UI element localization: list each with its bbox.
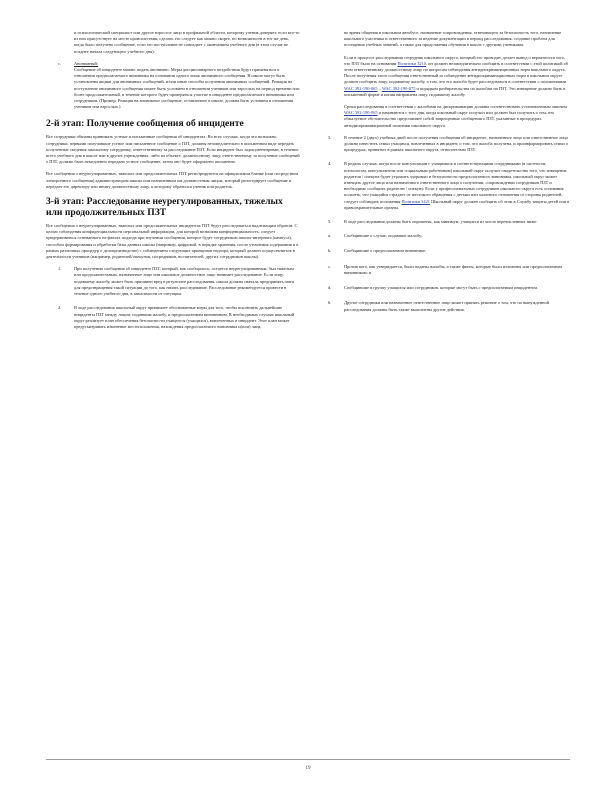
list-item-c — [46, 61, 300, 111]
paragraph-text: Школьный округ должен сообщить об этом в Службу защиты детей или в правоохранительные органы. — [344, 198, 570, 210]
right-column — [316, 30, 570, 321]
list-marker: 5. — [328, 219, 332, 225]
page-number: 19 — [305, 766, 311, 771]
sub-item-text: Против кого, как утверждается, были поданы жалобы, а также факты, которые были изложены или предполагаемым виновником; и — [344, 263, 562, 275]
anonymous-text: Сообщение об инциденте можно подать анонимно. Меры дисциплинарного воздействия будут применяться в отношении предполагаемого виновника на основании одного лишь анонимного сообщения. В школе могут быть установлены ящики для анонимных сообщений, и/или иные способы получения анонимных сообщений. Реакция на поступление анонимного сообщения может быть условием в отношении учеников или взрослых на период времени или более продолжительный, в течение которого будет проверяться участие в инциденте предполагаемого виновника или сотрудников. (Пример: Реакция на анонимное сообщение, оставленное в школе, должна быть условием в отношении учеников или взрослых.) — [74, 67, 300, 110]
sub-item-text: Сообщившие в группу учащихся или сотрудников, которые могут быть с предполагаемым инцидентом. — [344, 285, 538, 291]
list-marker: c. — [58, 60, 62, 66]
paragraph-text: Если в процессе расследования сотрудник школьного округа, который его проводит, делает вывод о вероятности того, что ПЗТ было на основании — [344, 54, 566, 66]
left-column — [46, 30, 300, 338]
step2-paragraph-1: Все сотрудники обязаны принимать устные и письменные сообщения об инцидентах. Во всех случаях, когда это возможно, сотрудники, первыми получившие устное или письменное сообщение о ПЗТ, должны незамедлительно в письменном виде передать полученные сведения школьному сотруднику, ответственному за расследование ПЗТ. Если инцидент был задокументирован, в течение всего учебного дня в школе или в других учреждениях, либо на объекте, должностному лицу, ответственному за получение сообщений о ПЗТ, должно быть немедленно передано устное сообщение, затем оно будет оформлено письменно. — [46, 134, 300, 165]
right-paragraph-2 — [316, 104, 570, 129]
sub-item-b — [316, 248, 570, 254]
list-item-6 — [316, 300, 570, 312]
list-marker: 3. — [328, 134, 332, 140]
list-item-4 — [316, 161, 570, 211]
sub-marker: c. — [328, 263, 332, 269]
policy-3421-link[interactable]: Политики 3421 — [401, 198, 430, 204]
anonymous-heading: Анонимный: — [74, 60, 99, 66]
list-marker: 4. — [328, 161, 332, 167]
sub-item-a — [316, 233, 570, 239]
step2-paragraph-2: Все сообщения о неурегулированных, тяжелых или продолжительных ПЗТ регистрируются на официальном бланке (или посредством электронного сообщения) администратором школы или назначенным им должностным лицом, который регистрирует сообщение и передает его директору или иному должностному лицу, к которому обратился ученик или родитель. — [46, 171, 299, 189]
sub-item-c — [316, 264, 570, 276]
list-item-text: В ходе расследования школьный округ принимает обоснованные меры для того, чтобы исключить дальнейшие инциденты ПЗТ между лицом, подавшим жалобу, и предполагаемым виновником. В необходимых случаях школьный округ реализует план обеспечения безопасности учащегося (учащихся), вовлеченных в инцидент. Этот план может предусматривать изменение местоположения, нахождения предполагаемого виновника и(или) лица, — [74, 305, 295, 329]
sub-marker: a. — [328, 233, 332, 239]
policy-3210-link[interactable]: Политики 3210 — [397, 60, 426, 66]
sub-item-text: Сообщившие о предполагаемом виновнике; — [344, 248, 427, 254]
list-item-text: Другие сотрудники или назначенное ответственное лицо может принять решение о том, что по вынужденной расследования должны быть также выполнены другие действия. — [344, 300, 550, 312]
list-marker: 6. — [328, 300, 332, 306]
paragraph-text: В редких случаях, когда после консультации с учащимися и соответствующими сотрудниками (в частности, психологом, консультантом или социальным работником) школьный округ получит свидетельства того, что извещение родителя / опекуна будет угрожать здоровью и безопасности предполагаемого виновника, школьный округ может извещать другое лицо или назначенного ответственного лица о получении, сопровождении сотрудников ПЗТ и необходимо сообщить родителю / опекуну. Если у профессиональных сотрудников школьного округа есть основания полагать, что учащийся страдает от жестокого обращения с детьми или халатного отношения со стороны родителей, следует соблюдать положения — [344, 161, 567, 204]
sub-item-d — [316, 285, 570, 291]
right-continuation-text: во время общения в школьном автобусе, назначение сопровождения, отвечающего за безопасность того, назначение школьного участника и ответственного за ведение документации в период расследования, создание проблем для посещения учебных занятий, а также для продолжения обучения в школе с другими учениками. — [344, 30, 562, 48]
list-item-1 — [46, 266, 300, 297]
paragraph-text: , он должен незамедлительно сообщить в соответствии с этой политикой об этом ответственному должностному лицу по вопросам соблюдения антидискриминационных норм школьного округа. После получения этого сообщения ответственный за соблюдение антидискриминационных норм в школьном округе должен сообщить лицу, подавшему жалобу, о том, что его жалоба будет расследоваться в соответствии с положениями — [344, 60, 569, 85]
list-item-text: В течение 2 (двух) учебных дней после получения сообщения об инциденте, назначенное лицо или ответственное лицо должно известить семьи учащихся, вовлеченных в инцидент, о том, что жалоба получена, и проинформировать семьи о процедурах, принятых в рамках школьного округа, относительно ПЗТ. — [344, 134, 569, 153]
list-item-text: В ходе расследования должны быть опрошены, как минимум, учащиеся из числа перечисленных ниже: — [344, 219, 538, 225]
paragraph-text: Сроки расследования в соответствии с жалобами на дискриминацию должны соответствовать установленным законом — [344, 104, 567, 110]
list-item-text — [344, 161, 570, 211]
list-item-text: При получении сообщения об инциденте ПЗТ, который, как сообщалось, остается неурегулированным, был тяжелым или продолжительным, назначенное лицо или школьное должностное лицо начинает расследование. Если лицу, подавшему жалобу, может быть причинен вред в результате расследования, школа должна сначала предпринять шаги для предотвращения такой ситуации до того, как начать расследование. Расследование рекомендуется провести в течение одного учебного дня, в зависимости от ситуации. — [74, 266, 295, 297]
left-intro-text: и психологический специалист или другое взрослое лицо в профильной области, которому ученик доверяет, если кто-то из них присутствует на месте происшествия; сделать это следует как можно скорее, по возможности в тот же день, когда было получено сообщение, если его поступление не совпадает с окончанием учебного дня (в этом случае не позднее начала следующего учебного дня). — [74, 30, 300, 54]
footer-divider — [46, 759, 570, 760]
step2-heading: 2-й этап: Получение сообщения об инциденте — [46, 118, 244, 130]
step3-heading: 3-й этап: Расследование неурегулированных, тяжелых или продолжительных ПЗТ — [46, 196, 283, 219]
step3-paragraph-1: Все сообщения о неурегулированных, тяжелых или продолжительных инцидентах ПЗТ будут расследоваться надлежащим образом. С целью соблюдения конфиденциальности персональной информации, для которой возможна конфиденциальность, следует придерживаться основанного на фактах подхода при изучении сообщения, которое будет сотрудником школы-интерната (кампуса), способом формирования и обработки базы данных школы (например, цифровой, в порядке хранения, после уточнения содержания и в рамках различных процедур о делопроизводстве) с соблюдением следующих принципов надзора, который должен осуществляться в деятельности учеников (например, родителей/опекунов, посредников, воспитателей, других сотрудников школы). — [46, 223, 299, 260]
list-marker: 1. — [58, 266, 62, 272]
sub-marker: d. — [328, 285, 332, 291]
list-item-3 — [316, 135, 570, 154]
list-marker: 2. — [58, 305, 62, 311]
sub-marker: b. — [328, 248, 332, 254]
right-paragraph-1 — [316, 55, 570, 98]
list-item-2 — [46, 305, 300, 330]
sub-item-text: Сообщившие о случае, подавшие жалобу; — [344, 233, 423, 239]
wac-392-190-065-link-2[interactable]: WAC 392-190-065 — [344, 110, 378, 116]
wac-392-190-065-link[interactable]: WAC 392-190-065 — [344, 85, 378, 91]
paragraph-text: и начинаются с того дня, когда школьный округ получил или должен был получить о том, что обжалуемое обстоятельство представляет собой запрещенные сообщения о ПЗТ, указанные в процедурах антидискриминационной политики школьного округа. — [344, 110, 555, 128]
wac-392-190-075-link[interactable]: WAC 392-190-075 — [381, 85, 416, 91]
dash-text: – — [377, 85, 382, 91]
list-item-5 — [316, 219, 570, 225]
paragraph-text: и порядком разбирательства по жалобам на ПЗТ. Это извещение должно быть в письменной форме и копия направлена лицу, подавшему жалобу. — [344, 85, 566, 97]
